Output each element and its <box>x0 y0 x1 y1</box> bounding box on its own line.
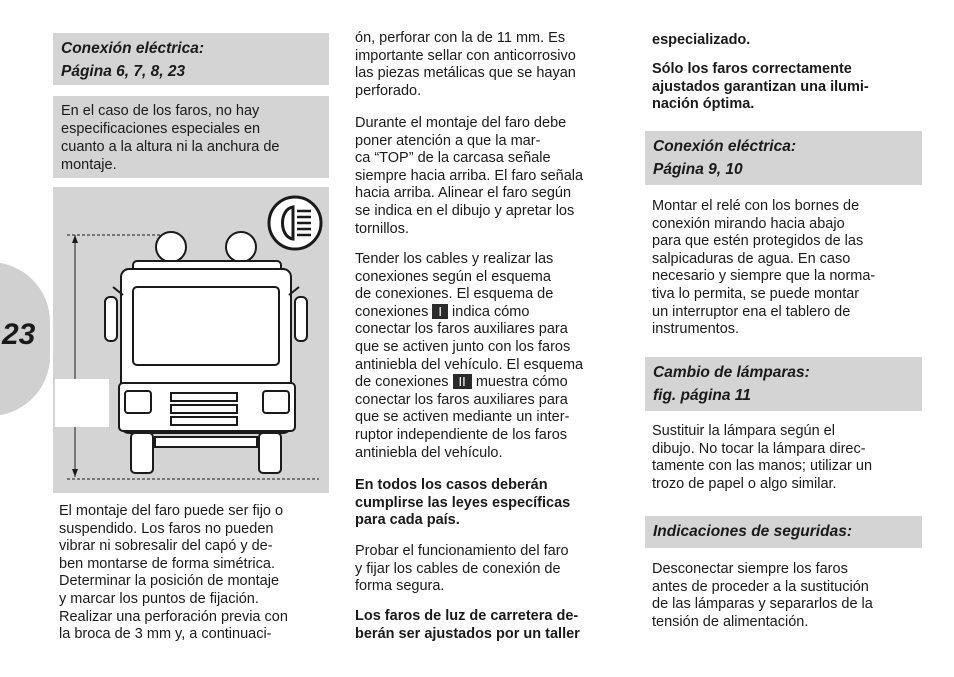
heading-lamp-change <box>645 357 922 411</box>
text-line <box>355 304 583 322</box>
heading-electrical-connection-1 <box>53 33 329 85</box>
text-line: un interruptor ena el tablero de <box>652 303 851 320</box>
note-box <box>53 96 329 178</box>
text-line: Probar el funcionamiento del faro <box>355 543 569 559</box>
lighting-notice <box>652 61 869 114</box>
text-line: tamente con las manos; utilizar un <box>652 458 873 475</box>
text-line: berán ser ajustados por un taller <box>355 625 580 642</box>
text-line: ajustados garantizan una ilumi- <box>652 78 869 95</box>
text-line: perforado. <box>355 82 422 99</box>
text-line: Montar el relé con los bornes de <box>652 198 860 214</box>
heading-safety <box>645 516 922 548</box>
heading-line: fig. página 11 <box>653 387 751 404</box>
wiring-diagram-badge-1: I <box>432 304 448 319</box>
text-line: ben montarse de forma simétrica. <box>59 555 275 572</box>
text-line: conexión mirando hacia abajo <box>652 215 845 232</box>
text-line: Durante el montaje del faro debe <box>355 115 567 131</box>
text-line: tensión de alimentación. <box>652 613 809 630</box>
text-line: para cada país. <box>355 512 460 529</box>
text-line: cuanto a la altura ni la anchura de <box>61 139 280 155</box>
text-line: especificaciones especiales en <box>61 121 261 137</box>
wiring-paragraph <box>355 251 583 462</box>
text-fragment: muestra cómo <box>475 374 568 391</box>
text-line: especializado. <box>652 32 751 48</box>
text-line: antiniebla del vehículo. <box>355 444 503 461</box>
text-line: necesario y siempre que la norma- <box>652 268 876 285</box>
heading-electrical-connection-2 <box>645 131 922 185</box>
text-line: conexiones según el esquema <box>355 268 551 285</box>
text-line: siempre hacia arriba. El faro señala <box>355 167 584 184</box>
heading-line: Cambio de lámparas: <box>653 364 810 381</box>
text-line: de conexiones. El esquema de <box>355 286 554 303</box>
text-line: ón, perforar con la de 11 mm. Es <box>355 30 566 46</box>
text-line: hacia arriba. Alinear el faro según <box>355 185 572 202</box>
text-fragment: indica cómo <box>452 303 530 320</box>
drilling-paragraph <box>355 30 576 100</box>
text-line: salpicaduras de agua. En caso <box>652 250 851 267</box>
heading-line: Indicaciones de seguridas: <box>653 523 852 540</box>
text-line: nación óptima. <box>652 96 755 113</box>
text-line: y fijar los cables de conexión de <box>355 560 561 577</box>
text-line: las piezas metálicas que se hayan <box>355 65 576 82</box>
truck-body <box>105 232 307 473</box>
text-line: cumplirse las leyes específicas <box>355 494 571 511</box>
text-line: tiva lo permita, se puede montar <box>652 285 860 302</box>
text-line: Sólo los faros correctamente <box>652 61 852 77</box>
workshop-notice <box>652 32 750 50</box>
laws-notice <box>355 477 570 530</box>
text-line: poner atención a que la mar- <box>355 132 541 149</box>
text-line: conectar los faros auxiliares para <box>355 391 568 408</box>
text-line: ruptor independiente de los faros <box>355 426 568 443</box>
text-line: conectar los faros auxiliares para <box>355 321 568 338</box>
text-line: instrumentos. <box>652 321 740 338</box>
text-line: El montaje del faro puede ser fijo o <box>59 503 284 519</box>
text-line: Realizar una perforación previa con <box>59 608 288 625</box>
text-line: forma segura. <box>355 578 445 595</box>
heading-line: Página 9, 10 <box>653 161 743 178</box>
text-line: Los faros de luz de carretera de- <box>355 608 579 624</box>
heading-line: Conexión eléctrica: <box>61 40 204 57</box>
text-line: de las lámparas y separarlos de la <box>652 596 873 613</box>
text-line: importante sellar con anticorrosivo <box>355 47 576 64</box>
text-line: Sustituir la lámpara según el <box>652 423 835 439</box>
testing-paragraph <box>355 543 569 596</box>
truck-mounting-figure <box>53 187 329 493</box>
text-line: antes de proceder a la sustitución <box>652 578 869 595</box>
safety-paragraph <box>652 561 873 631</box>
text-line: se indica en el dibujo y apretar los <box>355 202 575 219</box>
text-line: dibujo. No tocar la lámpara direc- <box>652 440 866 457</box>
text-line: Tender los cables y realizar las <box>355 251 554 267</box>
page-number: 23 <box>2 318 36 351</box>
text-line: En todos los casos deberán <box>355 477 548 493</box>
text-line: que se activen mediante un inter- <box>355 409 570 426</box>
relay-paragraph <box>652 198 875 339</box>
truck-front-illustration <box>53 187 329 493</box>
text-line: suspendido. Los faros no pueden <box>59 520 274 537</box>
text-line: trozo de papel o algo similar. <box>652 475 837 492</box>
heading-line: Conexión eléctrica: <box>653 138 796 155</box>
text-line: ca “TOP” de la carcasa señale <box>355 150 551 167</box>
text-line: antiniebla del vehículo. El esquema <box>355 356 584 373</box>
heading-line: Página 6, 7, 8, 23 <box>61 63 186 80</box>
text-line: En el caso de los faros, no hay <box>61 103 260 119</box>
text-line: Determinar la posición de montaje <box>59 573 280 590</box>
text-line: para que estén protegidos de las <box>652 233 864 250</box>
text-line: Desconectar siempre los faros <box>652 561 848 577</box>
text-line: que se activen junto con los faros <box>355 338 571 355</box>
mounting-paragraph <box>59 503 288 644</box>
text-line: la broca de 3 mm y, a continuaci- <box>59 626 272 643</box>
text-line: tornillos. <box>355 220 409 237</box>
text-line: y marcar los puntos de fijación. <box>59 590 259 607</box>
adjustment-notice <box>355 608 580 643</box>
alignment-paragraph <box>355 115 583 238</box>
text-line <box>355 374 583 392</box>
text-line: vibrar ni sobresalir del capó y de- <box>59 538 273 555</box>
headlight-symbol-icon <box>269 197 321 249</box>
text-fragment: de conexiones <box>355 374 449 391</box>
text-line: montaje. <box>61 157 117 173</box>
text-fragment: conexiones <box>355 303 429 320</box>
wiring-diagram-badge-2: II <box>453 374 472 389</box>
lamp-paragraph <box>652 423 872 493</box>
